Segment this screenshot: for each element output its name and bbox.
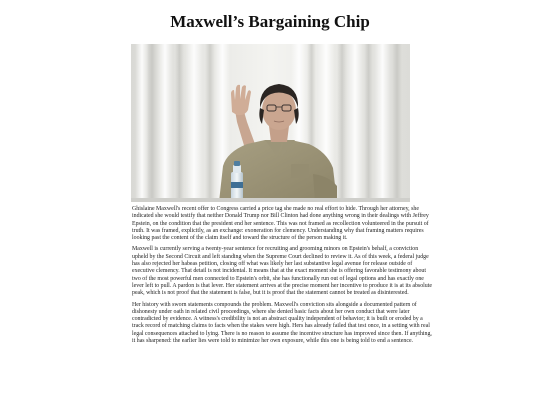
article-photo xyxy=(131,44,410,202)
article-body xyxy=(132,206,434,349)
article-paragraph: Maxwell is currently serving a twenty-year sentence for recruiting and grooming minors on Epstein's behalf, a conviction upheld by the Second Circuit and left standing when the Supreme Court declined to review it. As of this week, a federal judge has also rejected her habeas petition, closing off what was likely her last substantive legal avenue for release outside of executive clemency. That detail is not incidental. It means that at the exact moment she is offering favorable testimony about two of the most powerful men connected to Epstein's orbit, she has functionally run out of legal options and has exactly one lever left to pull. A pardon is that lever. Her statement arrives at the precise moment her incentive to produce it is at its absolute peak, which is not proof that the statement is false, but it is proof that the statement cannot be treated as disinterested. xyxy=(132,246,433,297)
article-paragraph: Ghislaine Maxwell's recent offer to Congress carried a price tag she made no real effort to hide. Through her attorney, she indicated she would testify that neither Donald Trump nor Bill Clinton had done anything wrong in their dealings with Jeffrey Epstein, on the condition that the president end her sentence. This was not framed as recollection volunteered in the pursuit of truth. It was framed, explicitly, as an exchange: exoneration for clemency. Understanding why that framing matters requires looking past the content of the claim itself and toward the structure of the person making it. xyxy=(132,206,429,242)
article-headline: Maxwell’s Bargaining Chip xyxy=(170,12,370,31)
article-paragraph: Her history with sworn statements compounds the problem. Maxwell's conviction sits alongside a documented pattern of dishonesty under oath in related civil proceedings, where she denied basic facts about her own conduct that were later contradicted by evidence. A witness's credibility is not an abstract quality independent of behavior; it is built or eroded by a track record of matching claims to facts when the stakes were high. Hers has already failed that test once, in a setting with real legal consequences attached to lying. There is no reason to assume the incentive structure has improved since then. If anything, it has sharpened: the earlier lies were told to minimize her own exposure, while this one is being told to end a sentence. xyxy=(132,301,432,345)
table-edge xyxy=(131,198,410,202)
photo-illustration xyxy=(131,44,410,202)
shirt-pocket xyxy=(291,164,309,178)
